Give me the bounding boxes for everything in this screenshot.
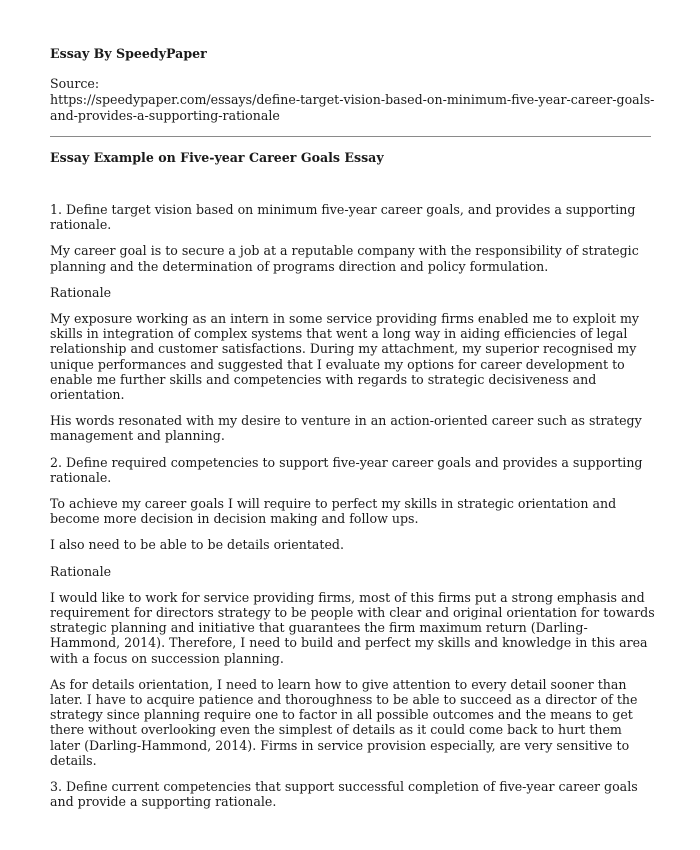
source-url[interactable]: https://speedypaper.com/essays/define-target-vision-based-on-minimum-five-year-career-goals-and-provides-a-supporting-rationale [50, 92, 655, 123]
paragraph: My exposure working as an intern in some service providing firms enabled me to exploit my skills in integration of complex systems that went a long way in aiding efficiencies of legal relationship and customer satisfactions. During my attachment, my superior recognised my unique performances and suggested that I evaluate my options for career development to enable me further skills and competencies with regards to strategic decisiveness and orientation. [50, 311, 640, 403]
paragraph: As for details orientation, I need to learn how to give attention to every detail sooner than later. I have to acquire patience and thoroughness to be able to succeed as a director of the strategy since planning require one to factor in all possible outcomes and the means to get there without overlooking even the simplest of details as it could come back to hurt them later (Darling-Hammond, 2014). Firms in service provision especially, are very sensitive to details. [50, 676, 638, 768]
brand-line: Essay By SpeedyPaper [50, 46, 207, 61]
section-heading: Rationale [50, 563, 112, 579]
essay-body [50, 202, 655, 821]
essay-title: Essay Example on Five-year Career Goals Essay [50, 150, 384, 165]
document-header [50, 46, 660, 124]
paragraph: I also need to be able to be details orientated. [50, 537, 344, 553]
paragraph: I would like to work for service providing firms, most of this firms put a strong emphasis and requirement for directors strategy to be people with clear and original orientation for towards strategic planning and initiative that guarantees the firm maximum return (Darling-Hammond, 2014). Therefore, I need to build and perfect my skills and knowledge in this area with a focus on succession planning. [50, 589, 655, 666]
paragraph: His words resonated with my desire to venture in an action-oriented career such as strategy management and planning. [50, 413, 642, 444]
paragraph: To achieve my career goals I will require to perfect my skills in strategic orientation and become more decision in decision making and follow ups. [50, 496, 617, 527]
paragraph: 3. Define current competencies that support successful completion of five-year career goals and provide a supporting rationale. [50, 779, 638, 810]
divider [50, 136, 651, 137]
paragraph: 2. Define required competencies to support five-year career goals and provides a supporting rationale. [50, 454, 643, 485]
paragraph: 1. Define target vision based on minimum five-year career goals, and provides a supporting rationale. [50, 202, 636, 233]
paragraph: My career goal is to secure a job at a reputable company with the responsibility of strategic planning and the determination of programs direction and policy formulation. [50, 243, 639, 274]
source-label: Source: [50, 76, 100, 91]
section-heading: Rationale [50, 284, 112, 300]
